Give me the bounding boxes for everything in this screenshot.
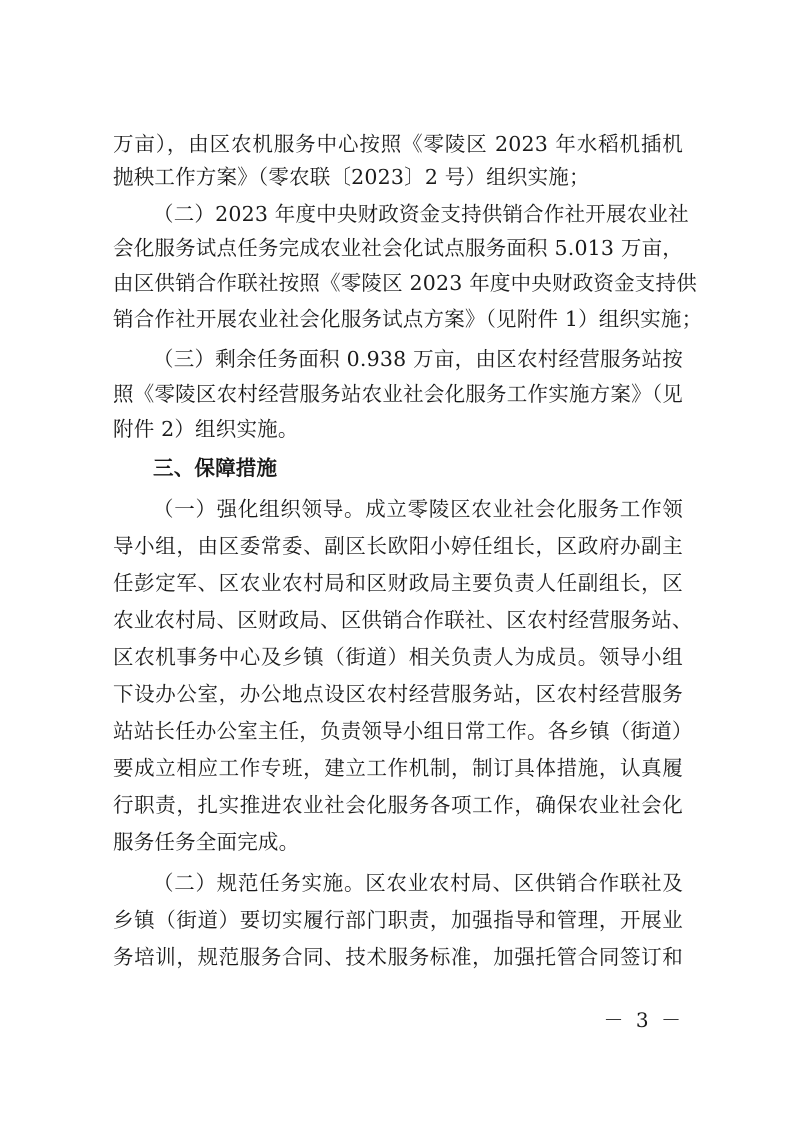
body-text-line: 区农机事务中心及乡镇（街道）相关负责人为成员。领导小组 <box>113 645 683 669</box>
body-text-line: 抛秧工作方案》（零农联〔2023〕2 号）组织实施； <box>113 165 590 189</box>
paragraph-start-line: （二）2023 年度中央财政资金支持供销合作社开展农业社 <box>153 202 689 226</box>
page-number: － 3 － <box>603 1008 684 1032</box>
body-text-line: 任彭定军、区农业农村局和区财政局主要负责人任副组长，区 <box>113 571 683 595</box>
body-text-line: 行职责，扎实推进农业社会化服务各项工作，确保农业社会化 <box>113 793 683 817</box>
body-text-line: 由区供销合作联社按照《零陵区 2023 年度中央财政资金支持供 <box>113 271 697 295</box>
body-text-line: 导小组，由区委常委、副区长欧阳小婷任组长，区政府办副主 <box>113 534 683 558</box>
body-text-line: 务培训，规范服务合同、技术服务标准，加强托管合同签订和 <box>113 945 683 969</box>
body-text-line: 下设办公室，办公地点设区农村经营服务站，区农村经营服务 <box>113 682 683 706</box>
body-text-line: 乡镇（街道）要切实履行部门职责，加强指导和管理，开展业 <box>113 908 683 932</box>
paragraph-start-line: （三）剩余任务面积 0.938 万亩，由区农村经营服务站按 <box>153 347 683 371</box>
body-text-line: 照《零陵区农村经营服务站农业社会化服务工作实施方案》（见 <box>113 382 683 406</box>
paragraph-start-line: （一）强化组织领导。成立零陵区农业社会化服务工作领 <box>153 497 683 521</box>
body-text-line: 附件 2）组织实施。 <box>113 417 299 441</box>
body-text-line: 服务任务全面完成。 <box>113 830 300 854</box>
body-text-line: 万亩），由区农机服务中心按照《零陵区 2023 年水稻机插机 <box>113 132 683 156</box>
body-text-line: 要成立相应工作专班，建立工作机制，制订具体措施，认真履 <box>113 756 683 780</box>
body-text-line: 站站长任办公室主任，负责领导小组日常工作。各乡镇（街道） <box>113 719 693 743</box>
section-heading: 三、保障措施 <box>153 456 278 480</box>
paragraph-start-line: （二）规范任务实施。区农业农村局、区供销合作联社及 <box>153 871 683 895</box>
body-text-line: 销合作社开展农业社会化服务试点方案》（见附件 1）组织实施； <box>113 307 703 331</box>
body-text-line: 农业农村局、区财政局、区供销合作联社、区农村经营服务站、 <box>113 608 693 632</box>
body-text-line: 会化服务试点任务完成农业社会化试点服务面积 5.013 万亩， <box>113 236 683 260</box>
